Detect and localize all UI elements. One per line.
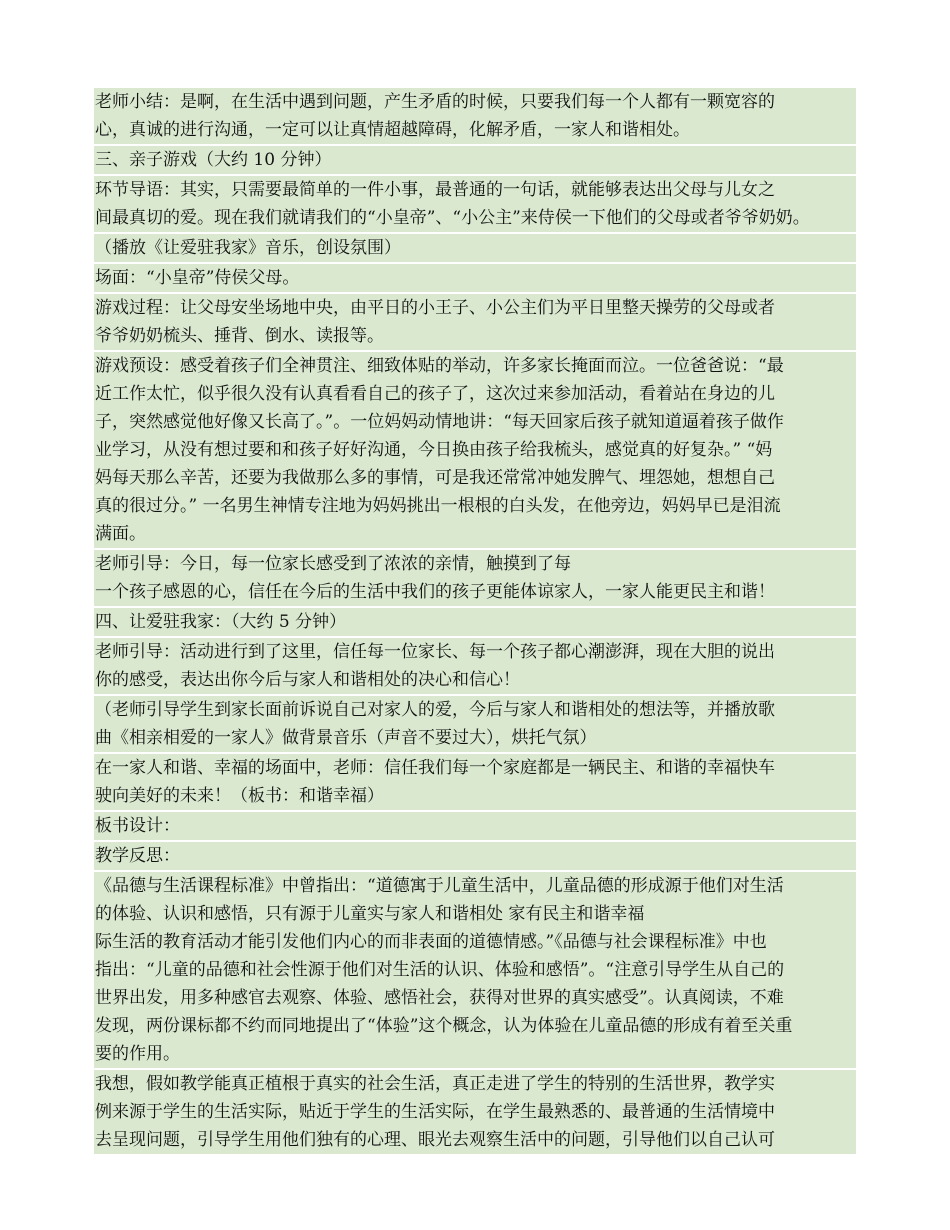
document-page	[94, 88, 856, 1156]
text-line: 你的感受，表达出你今后与家人和谐相处的决心和信心！	[95, 670, 520, 690]
text-line: 心，真诚的进行沟通，一定可以让真情超越障碍，化解矛盾，一家人和谐相处。	[95, 120, 690, 140]
text-line: 老师引导：今日，每一位家长感受到了浓浓的亲情，触摸到了每	[95, 554, 571, 574]
paragraph	[94, 872, 856, 1068]
text-line: 场面：“小皇帝”侍侯父母。	[95, 268, 300, 288]
text-line: 教学反思：	[95, 846, 180, 866]
paragraph	[94, 550, 856, 606]
paragraph	[94, 234, 856, 262]
text-line: 环节导语：其实，只需要最简单的一件小事，最普通的一句话，就能够表达出父母与儿女之	[95, 180, 775, 200]
text-line: 老师引导：活动进行到了这里，信任每一位家长、每一个孩子都心潮澎湃，现在大胆的说出	[95, 642, 775, 662]
text-line: 一个孩子感恩的心，信任在今后的生活中我们的孩子更能体谅家人，一家人能更民主和谐！	[95, 582, 775, 602]
text-line: 去呈现问题，引导学生用他们独有的心理、眼光去观察生活中的问题，引导他们以自己认可	[95, 1130, 775, 1150]
text-line: 例来源于学生的生活实际，贴近于学生的生活实际，在学生最熟悉的、最普通的生活情境中	[95, 1102, 775, 1122]
text-line: 四、让爱驻我家：（大约 5 分钟）	[95, 612, 347, 632]
text-line: （老师引导学生到家长面前诉说自己对家人的爱，今后与家人和谐相处的想法等，并播放歌	[95, 700, 775, 720]
text-line: 妈每天那么辛苦，还要为我做那么多的事情，可是我还常常冲她发脾气、埋怨她，想想自己	[95, 468, 775, 488]
text-line: 的体验、认识和感悟，只有源于儿童实与家人和谐相处 家有民主和谐幸福	[95, 904, 645, 924]
text-line: 板书设计：	[95, 816, 180, 836]
text-line: 在一家人和谐、幸福的场面中，老师：信任我们每一个家庭都是一辆民主、和谐的幸福快车	[95, 758, 775, 778]
text-line: 满面。	[95, 524, 146, 544]
text-line: 际生活的教育活动才能引发他们内心的而非表面的道德情感。”《品德与社会课程标准》中也	[95, 932, 767, 952]
text-line: 我想，假如教学能真正植根于真实的社会生活，真正走进了学生的特别的生活世界，教学实	[95, 1074, 775, 1094]
text-line: 指出：“儿童的品德和社会性源于他们对生活的认识、体验和感悟”。“注意引导学生从自己的	[95, 960, 785, 980]
text-line: 业学习，从没有想过要和和孩子好好沟通，今日换由孩子给我梳头，感觉真的好复杂。” “妈	[95, 440, 773, 460]
paragraph	[94, 352, 856, 548]
paragraph	[94, 812, 856, 840]
text-line: 爷爷奶奶梳头、捶背、倒水、读报等。	[95, 326, 384, 346]
text-line: 游戏过程：让父母安坐场地中央，由平日的小王子、小公主们为平日里整天操劳的父母或者	[95, 298, 775, 318]
text-line: 间最真切的爱。现在我们就请我们的“小皇帝”、“小公主”来侍侯一下他们的父母或者爷爷奶奶。	[95, 208, 810, 228]
paragraph	[94, 1070, 856, 1154]
text-line: 曲《相亲相爱的一家人》做背景音乐（声音不要过大），烘托气氛）	[95, 728, 597, 748]
text-line: 发现，两份课标都不约而同地提出了“体验”这个概念，认为体验在儿童品德的形成有着至关重	[95, 1016, 793, 1036]
paragraph	[94, 696, 856, 752]
paragraph	[94, 264, 856, 292]
text-line: 近工作太忙，似乎很久没有认真看看自己的孩子了，这次过来参加活动，看着站在身边的儿	[95, 384, 775, 404]
paragraph	[94, 294, 856, 350]
paragraph	[94, 608, 856, 636]
text-line: 驶向美好的未来！（板书：和谐幸福）	[95, 786, 384, 806]
text-line: 世界出发，用多种感官去观察、体验、感悟社会，获得对世界的真实感受”。认真阅读，不难	[95, 988, 784, 1008]
paragraph	[94, 88, 856, 144]
paragraph	[94, 754, 856, 810]
paragraph	[94, 146, 856, 174]
text-line: 三、亲子游戏（大约 10 分钟）	[95, 150, 332, 170]
text-line: 老师小结：是啊，在生活中遇到问题，产生矛盾的时候，只要我们每一个人都有一颗宽容的	[95, 92, 775, 112]
text-line: 游戏预设：感受着孩子们全神贯注、细致体贴的举动，许多家长掩面而泣。一位爸爸说：“最	[95, 356, 784, 376]
text-line: 子，突然感觉他好像又长高了。”。一位妈妈动情地讲：“每天回家后孩子就知道逼着孩子做作	[95, 412, 784, 432]
paragraph	[94, 176, 856, 232]
text-line: 《品德与生活课程标准》中曾指出：“道德寓于儿童生活中，儿童品德的形成源于他们对生活	[95, 876, 784, 896]
text-line: 要的作用。	[95, 1044, 180, 1064]
text-line: （播放《让爱驻我家》音乐，创设氛围）	[95, 238, 401, 258]
paragraph	[94, 638, 856, 694]
paragraph	[94, 842, 856, 870]
text-line: 真的很过分。” 一名男生神情专注地为妈妈挑出一根根的白头发，在他旁边，妈妈早已是泪流	[95, 496, 781, 516]
